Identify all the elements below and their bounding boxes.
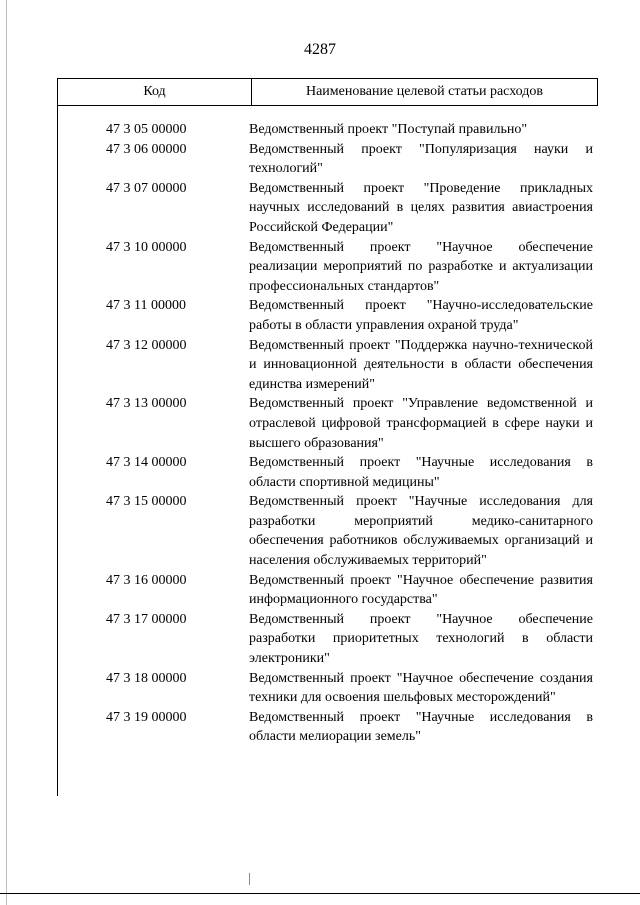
row-code: 47 3 05 00000 <box>106 122 187 137</box>
table-row <box>0 669 640 708</box>
page-bottom-line <box>0 893 640 894</box>
table-row <box>0 453 640 492</box>
header-name: Наименование целевой статьи расходов <box>305 84 544 99</box>
footer-tick <box>249 873 250 885</box>
table-row <box>0 120 640 140</box>
row-code: 47 3 16 00000 <box>106 572 187 588</box>
row-name: Ведомственный проект "Научное обеспечение разработки приоритетных технологий в области электроники" <box>249 611 593 667</box>
table-body <box>0 120 640 747</box>
table-row <box>0 296 640 335</box>
table-row <box>0 140 640 179</box>
row-code: 47 3 13 00000 <box>106 396 187 412</box>
table-row <box>0 336 640 395</box>
row-name: Ведомственный проект "Поступай правильно" <box>249 122 528 137</box>
row-code: 47 3 11 00000 <box>106 298 186 314</box>
table-row <box>0 179 640 238</box>
table-header <box>57 78 598 106</box>
table-row <box>0 394 640 453</box>
row-code: 47 3 14 00000 <box>106 455 187 471</box>
row-name: Ведомственный проект "Научное обеспечение развития информационного государства" <box>249 572 593 608</box>
table-row <box>0 571 640 610</box>
row-name: Ведомственный проект "Научно-исследовательские работы в области управления охраной труда" <box>249 298 593 333</box>
row-name: Ведомственный проект "Научное обеспечение создания техники для освоения шельфовых месторождений" <box>249 670 593 706</box>
row-name: Ведомственный проект "Популяризация науки и технологий" <box>249 141 593 177</box>
table-row <box>0 610 640 669</box>
row-code: 47 3 10 00000 <box>106 239 187 255</box>
row-name: Ведомственный проект "Проведение прикладных научных исследований в целях развития авиастроения Российской Федерации" <box>249 180 593 235</box>
row-code: 47 3 07 00000 <box>106 180 187 196</box>
row-name: Ведомственный проект "Управление ведомственной и отраслевой цифровой трансформацией в сфере науки и высшего образования" <box>249 396 593 451</box>
row-code: 47 3 17 00000 <box>106 611 187 627</box>
table-row <box>0 708 640 747</box>
table-row <box>0 238 640 297</box>
row-code: 47 3 19 00000 <box>106 709 187 725</box>
table-row <box>0 492 640 570</box>
header-code: Код <box>58 79 252 105</box>
row-code: 47 3 06 00000 <box>106 141 187 157</box>
row-code: 47 3 12 00000 <box>106 337 187 353</box>
row-code: 47 3 18 00000 <box>106 670 187 686</box>
row-code: 47 3 15 00000 <box>106 494 187 510</box>
row-name: Ведомственный проект "Научные исследования в области мелиорации земель" <box>249 709 593 745</box>
row-name: Ведомственный проект "Научные исследования для разработки мероприятий медико-санитарного обеспечения работников обслуживаемых организаций и населения обслуживаемых территорий" <box>249 494 593 569</box>
row-name: Ведомственный проект "Научные исследования в области спортивной медицины" <box>249 455 593 490</box>
row-name: Ведомственный проект "Поддержка научно-технической и инновационной деятельности в области обеспечения единства измерений" <box>249 337 593 392</box>
row-name: Ведомственный проект "Научное обеспечение реализации мероприятий по разработке и актуализации профессиональных стандартов" <box>249 239 593 294</box>
page-number: 4287 <box>304 41 336 58</box>
